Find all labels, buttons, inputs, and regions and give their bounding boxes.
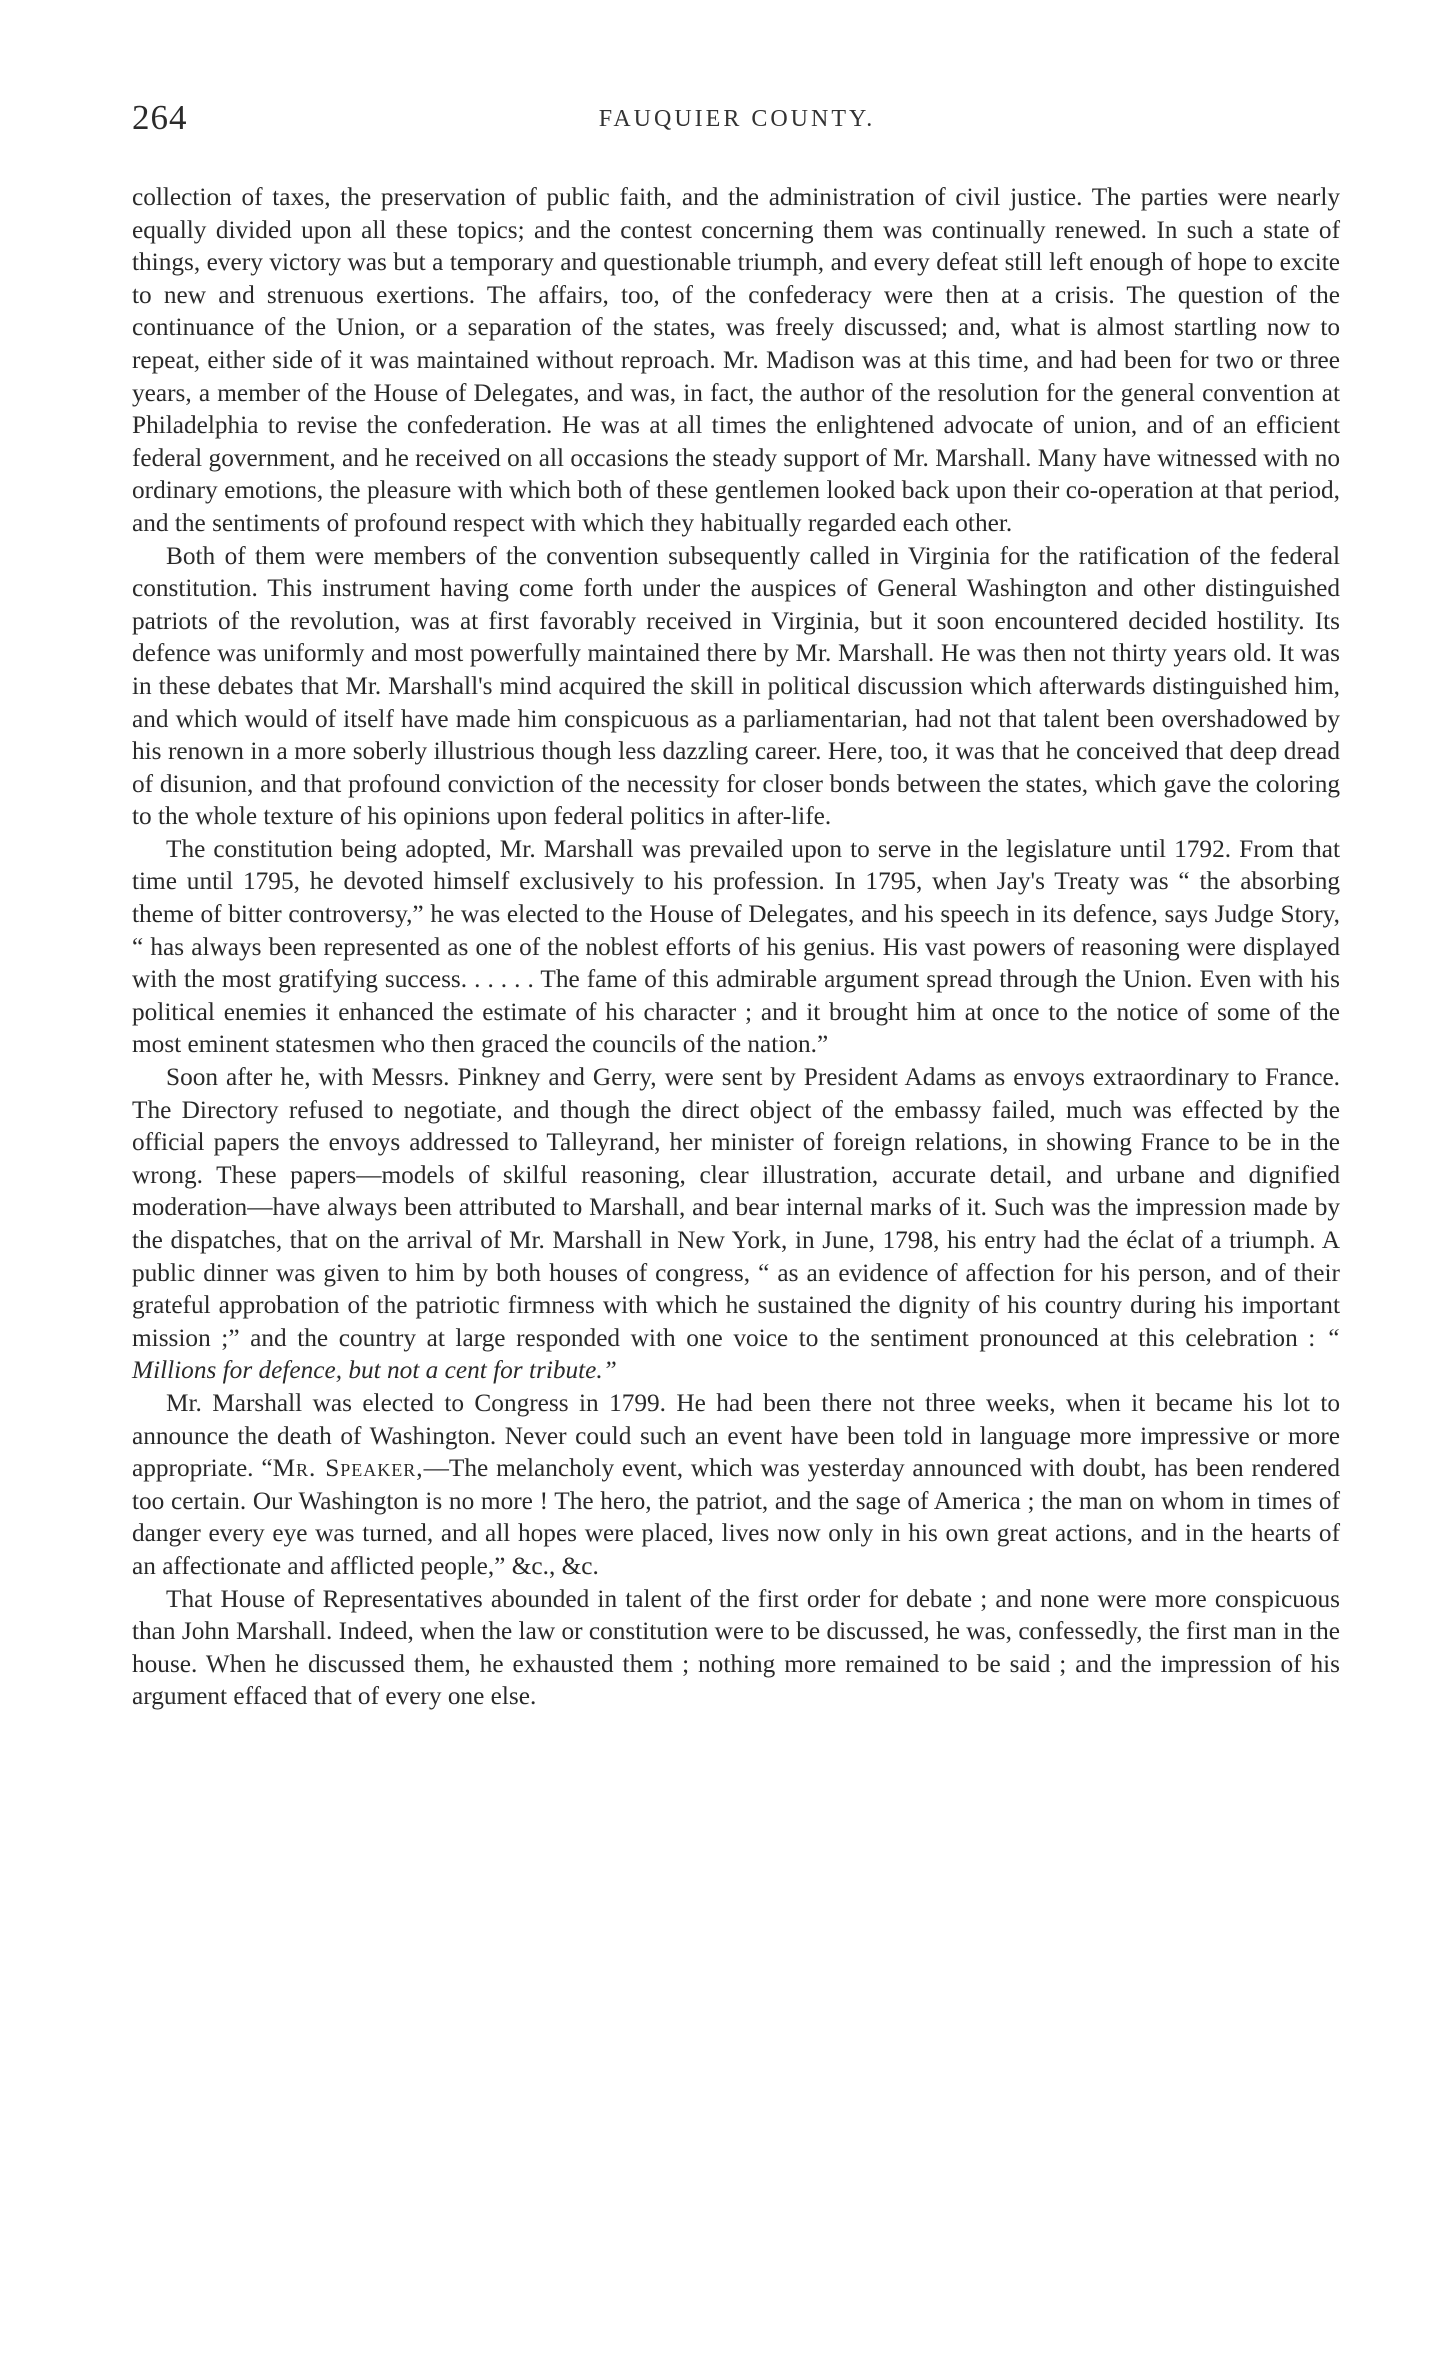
body-text bbox=[132, 181, 1340, 1713]
page-header bbox=[132, 98, 1342, 144]
paragraph-5-text-b: —The melancholy event, which was yesterday announced with doubt, has been rendered too certain. Our Washington is no more ! The hero, the patriot, and the sage of America ; the man on whom in times of danger every eye was turned, and all hopes were placed, lives now only in his own great actions, and in the hearts of an affectionate and afflicted people,” &c., &c. bbox=[132, 1454, 1341, 1580]
running-head: FAUQUIER COUNTY. bbox=[598, 106, 876, 132]
paragraph-4-quote: “ Millions for defence, but not a cent for tribute.” bbox=[132, 1323, 1340, 1385]
paragraph-5 bbox=[132, 1387, 1340, 1583]
paragraph-3: The constitution being adopted, Mr. Marshall was prevailed upon to serve in the legislature until 1792. From that time until 1795, he devoted himself exclusively to his profession. In 1795, when Jay's Treaty was “ the absorbing theme of bitter controversy,” he was elected to the House of Delegates, and his speech in its defence, says Judge Story, “ has always been represented as one of the noblest efforts of his genius. His vast powers of reasoning were displayed with the most gratifying success. . . . . . The fame of this admirable argument spread through the Union. Even with his political enemies it enhanced the estimate of his character ; and it brought him at once to the notice of some of the most eminent statesmen who then graced the councils of the nation.” bbox=[132, 834, 1340, 1059]
paragraph-1: collection of taxes, the preservation of public faith, and the administration of civil justice. The parties were nearly equally divided upon all these topics; and the contest concerning them was continually renewed. In such a state of things, every victory was but a temporary and questionable triumph, and every defeat still left enough of hope to excite to new and strenuous exertions. The affairs, too, of the confederacy were then at a crisis. The question of the continuance of the Union, or a separation of the states, was freely discussed; and, what is almost startling now to repeat, either side of it was maintained without reproach. Mr. Madison was at this time, and had been for two or three years, a member of the House of Delegates, and was, in fact, the author of the resolution for the general convention at Philadelphia to revise the confederation. He was at all times the enlightened advocate of union, and of an efficient federal government, and he received on all occasions the steady support of Mr. Marshall. Many have witnessed with no ordinary emotions, the pleasure with which both of these gentlemen looked back upon their co-operation at that period, and the sentiments of profound respect with which they habitually regarded each other. bbox=[132, 183, 1340, 537]
paragraph-5-text-a: Mr. Marshall was elected to Congress in 1799. He had been there not three weeks, when it became his lot to announce the death of Washington. Never could such an event have been told in language more impressive or more appropriate. “ bbox=[132, 1388, 1340, 1483]
paragraph-6: That House of Representatives abounded in talent of the first order for debate ; and none were more conspicuous than John Marshall. Indeed, when the law or constitution were to be discussed, he was, confessedly, the first man in the house. When he discussed them, he exhausted them ; nothing more remained to be said ; and the impression of his argument effaced that of every one else. bbox=[132, 1584, 1340, 1711]
page-number: 264 bbox=[132, 98, 188, 137]
paragraph-5-speaker: Mr. Speaker, bbox=[272, 1454, 424, 1483]
paragraph-2: Both of them were members of the convention subsequently called in Virginia for the ratification of the federal constitution. This instrument having come forth under the auspices of General Washington and other distinguished patriots of the revolution, was at first favorably received in Virginia, but it soon encountered decided hostility. Its defence was uniformly and most powerfully maintained there by Mr. Marshall. He was then not thirty years old. It was in these debates that Mr. Marshall's mind acquired the skill in political discussion which afterwards distinguished him, and which would of itself have made him conspicuous as a parliamentarian, had not that talent been overshadowed by his renown in a more soberly illustrious though less dazzling career. Here, too, it was that he conceived that deep dread of disunion, and that profound conviction of the necessity for closer bonds between the states, which gave the coloring to the whole texture of his opinions upon federal politics in after-life. bbox=[132, 541, 1340, 831]
paragraph-4 bbox=[132, 1061, 1340, 1387]
paragraph-4-text: Soon after he, with Messrs. Pinkney and Gerry, were sent by President Adams as envoys extraordinary to France. The Directory refused to negotiate, and though the direct object of the embassy failed, much was effected by the official papers the envoys addressed to Talleyrand, her minister of foreign relations, in showing France to be in the wrong. These papers—models of skilful reasoning, clear illustration, accurate detail, and urbane and dignified moderation—have always been attributed to Marshall, and bear internal marks of it. Such was the impression made by the dispatches, that on the arrival of Mr. Marshall in New York, in June, 1798, his entry had the éclat of a triumph. A public dinner was given to him by both houses of congress, “ as an evidence of affection for his person, and of their grateful approbation of the patriotic firmness with which he sustained the dignity of his country during his important mission ;” and the country at large responded with one voice to the sentiment pronounced at this celebration : bbox=[132, 1063, 1340, 1352]
